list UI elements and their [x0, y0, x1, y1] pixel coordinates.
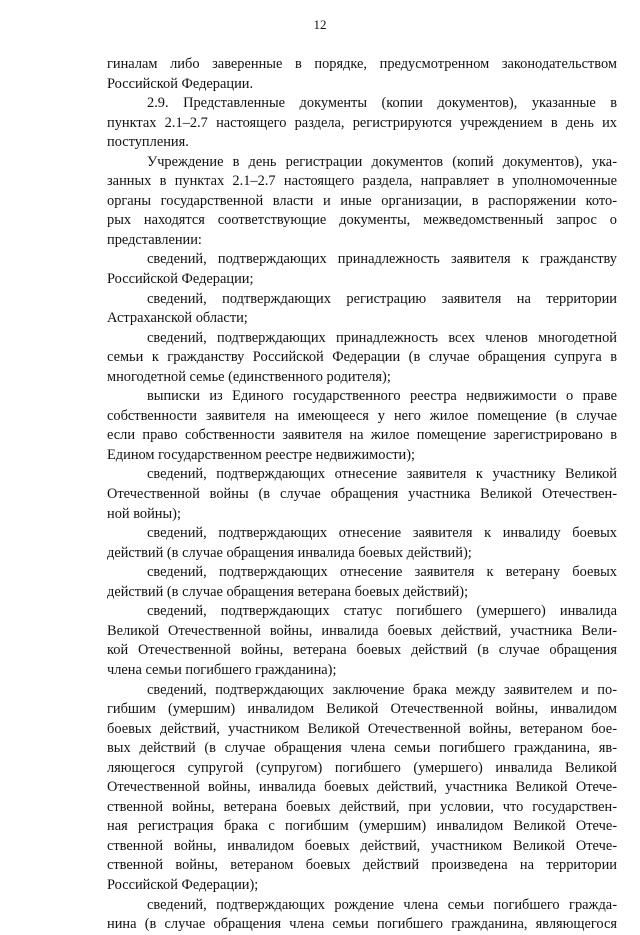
text-line: поступления. [107, 134, 189, 151]
text-line: сведений, подтверждающих заключение брака между заявителем и по- [147, 681, 617, 698]
text-line: органы государственной власти и иные организации, в распоряжении кото- [107, 192, 617, 209]
text-line: Астраханской области; [107, 310, 248, 327]
page-number: 12 [313, 17, 327, 32]
text-line: сведений, подтверждающих рождение члена семьи погибшего гражда- [147, 896, 617, 913]
text-line: многодетной семье (единственного родителя); [107, 368, 391, 385]
text-line: сведений, подтверждающих принадлежность всех членов многодетной [147, 329, 617, 346]
document-body [107, 55, 617, 935]
text-line: сведений, подтверждающих статус погибшего (умершего) инвалида [147, 603, 617, 620]
text-line: действий (в случае обращения инвалида боевых действий); [107, 544, 472, 561]
text-line: семьи к гражданству Российской Федерации (в случае обращения супруга в [107, 349, 617, 366]
text-line: Отечественной войны, инвалида боевых действий, участника Великой Отече- [107, 779, 617, 796]
text-line: пунктах 2.1–2.7 настоящего раздела, регистрируются учреждением в день их [107, 114, 617, 131]
text-line: действий (в случае обращения ветерана боевых действий); [107, 583, 469, 600]
text-line: Учреждение в день регистрации документов (копий документов), ука- [147, 153, 617, 170]
text-line: ная регистрация брака с погибшим (умершим) инвалидом Великой Отече- [107, 818, 617, 835]
text-line: выписки из Единого государственного реестра недвижимости о праве [147, 388, 617, 405]
text-line: ственной войны, ветераном боевых действий произведена на территории [107, 857, 617, 874]
text-line: сведений, подтверждающих отнесение заявителя к участнику Великой [147, 466, 617, 483]
text-line: Российской Федерации); [107, 876, 259, 893]
text-line: сведений, подтверждающих отнесение заявителя к ветерану боевых [147, 564, 617, 581]
text-line: гибшим (умершим) инвалидом Великой Отечественной войны, инвалидом [107, 701, 617, 718]
text-line: собственности заявителя на имеющееся у него жилое помещение (в случае [107, 407, 617, 424]
text-line: рых находятся соответствующие документы, межведомственный запрос о [107, 212, 617, 229]
text-line: занных в пунктах 2.1–2.7 настоящего раздела, направляет в уполномоченные [107, 173, 617, 190]
text-line: если право собственности заявителя на жилое помещение зарегистрировано в [107, 427, 617, 444]
text-line: кой Отечественной войны, ветерана боевых действий (в случае обращения [107, 642, 617, 659]
text-line: вых действий (в случае обращения члена семьи погибшего гражданина, яв- [107, 740, 617, 757]
text-line: сведений, подтверждающих регистрацию заявителя на территории [147, 290, 617, 307]
text-line: ственной войны, ветерана боевых действий, при условии, что государствен- [107, 798, 617, 815]
text-line: представлении: [107, 231, 202, 248]
text-line: сведений, подтверждающих отнесение заявителя к инвалиду боевых [147, 525, 617, 542]
text-line: 2.9. Представленные документы (копии документов), указанные в [147, 95, 617, 112]
text-line: Отечественной войны (в случае обращения участника Великой Отечествен- [107, 486, 617, 503]
text-line: Российской Федерации; [107, 271, 254, 288]
text-line: ляющегося супругой (супругом) погибшего (умершего) инвалида Великой [107, 759, 617, 776]
text-line: ственной войны, инвалидом боевых действий, участником Великой Отече- [107, 837, 617, 854]
text-line: Великой Отечественной войны, инвалида боевых действий, участника Вели- [107, 622, 617, 639]
text-line: ной войны); [107, 505, 181, 522]
text-line: сведений, подтверждающих принадлежность заявителя к гражданству [147, 251, 617, 268]
text-line: Российской Федерации. [107, 75, 254, 92]
text-line: боевых действий, участником Великой Отечественной войны, ветераном бое- [107, 720, 617, 737]
text-line: Едином государственном реестре недвижимости); [107, 446, 415, 463]
text-line: нина (в случае обращения члена семьи погибшего гражданина, являющегося [107, 916, 617, 933]
text-line: члена семьи погибшего гражданина); [107, 661, 337, 678]
text-line: гиналам либо заверенные в порядке, предусмотренном законодательством [107, 56, 617, 72]
